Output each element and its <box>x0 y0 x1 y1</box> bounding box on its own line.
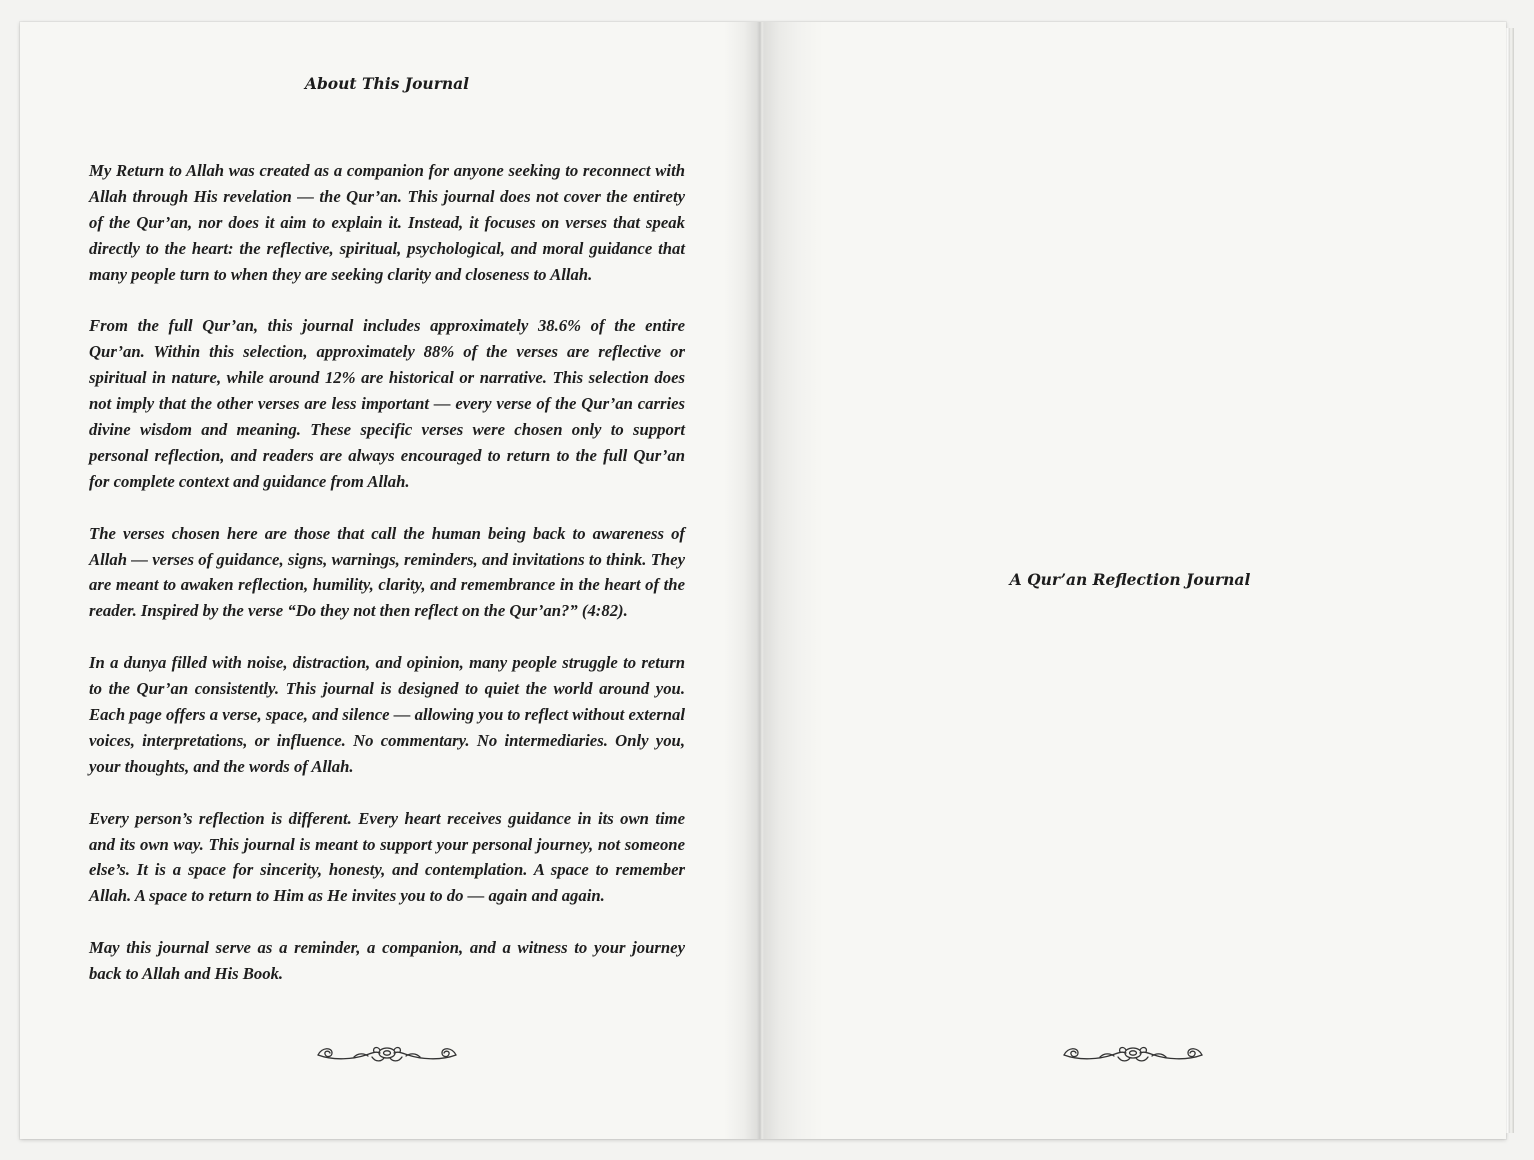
left-page[interactable] <box>20 22 760 1139</box>
paragraph: From the full Qur’an, this journal includes approximately 38.6% of the entire Qur’an. Within this selection, approximately 88% of the verses are reflective or spiritual in nature, while around 12% are historical or narrative. This selection does not imply that the other verses are less important — every verse of the Qur’an carries divine wisdom and meaning. These specific verses were chosen only to support personal reflection, and readers are always encouraged to return to the full Qur’an for complete context and guidance from Allah. <box>89 316 685 491</box>
right-page[interactable] <box>760 22 1506 1139</box>
paragraph: The verses chosen here are those that call the human being back to awareness of Allah — verses of guidance, signs, warnings, reminders, and invitations to think. They are meant to awaken reflection, humility, clarity, and remembrance in the heart of the reader. Inspired by the verse “Do they not then reflect on the Qur’an?” (4:82). <box>89 523 685 621</box>
paragraph: May this journal serve as a reminder, a companion, and a witness to your journey back to Allah and His Book. <box>89 938 685 984</box>
page-stack-edge <box>1506 28 1514 1133</box>
flourish-ornament-icon <box>314 1043 460 1067</box>
paragraph: Every person’s reflection is different. Every heart receives guidance in its own time and its own way. This journal is meant to support your personal journey, not someone else’s. It is a space for sincerity, honesty, and contemplation. A space to remember Allah. A space to return to Him as He invites you to do — again and again. <box>89 808 685 906</box>
paragraph: My Return to Allah was created as a companion for anyone seeking to reconnect with Allah through His revelation — the Qur’an. This journal does not cover the entirety of the Qur’an, nor does it aim to explain it. Instead, it focuses on verses that speak directly to the heart: the reflective, spiritual, psychological, and moral guidance that many people turn to when they are seeking clarity and closeness to Allah. <box>89 161 685 284</box>
page-title: A Qur’an Reflection Journal <box>1009 570 1251 589</box>
page-title: About This Journal <box>304 74 470 93</box>
open-book-spread <box>20 22 1506 1139</box>
page-body-text <box>89 158 685 1013</box>
paragraph: In a dunya filled with noise, distraction, and opinion, many people struggle to return to the Qur’an consistently. This journal is designed to quiet the world around you. Each page offers a verse, space, and silence — allowing you to reflect without external voices, interpretations, or influence. No commentary. No intermediaries. Only you, your thoughts, and the words of Allah. <box>89 653 685 776</box>
flourish-ornament-icon <box>1060 1043 1206 1067</box>
